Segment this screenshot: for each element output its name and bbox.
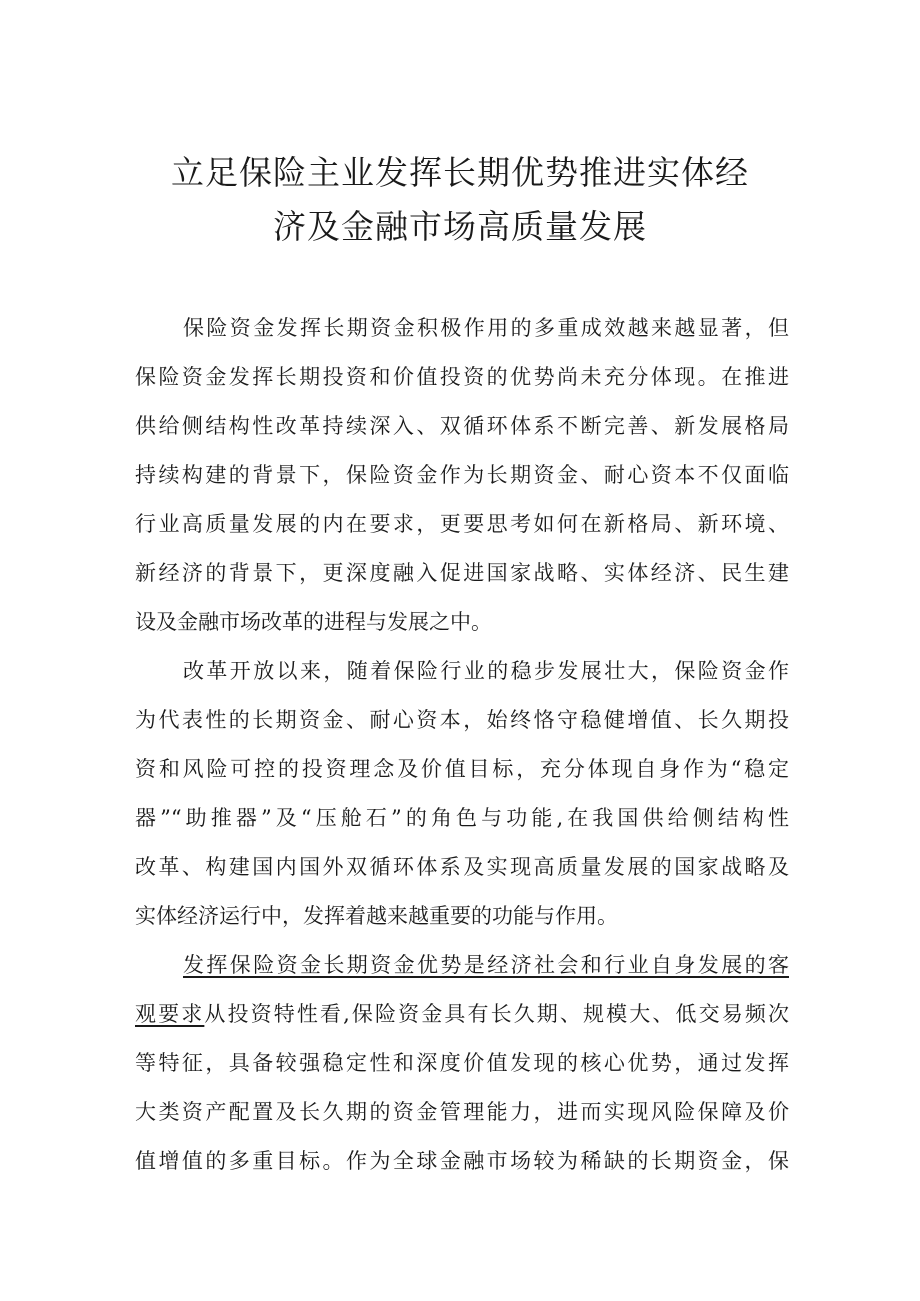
paragraph-line: 等特征，具备较强稳定性和深度价值发现的核心优势，通过发挥	[135, 1051, 789, 1075]
paragraph-line: 设及金融市场改革的进程与发展之中。	[135, 610, 492, 634]
paragraph-line: 大类资产配置及长久期的资金管理能力，进而实现风险保障及价	[135, 1100, 789, 1124]
paragraph-line: 资和风险可控的投资理念及价值目标，充分体现自身作为“稳定	[135, 757, 789, 781]
paragraph-line: 新经济的背景下，更深度融入促进国家战略、实体经济、民生建	[135, 561, 789, 585]
paragraph-line: 为代表性的长期资金、耐心资本，始终恪守稳健增值、长久期投	[135, 708, 789, 732]
underlined-heading-text: 发挥保险资金长期资金优势是经济社会和行业自身发展的客	[183, 953, 789, 977]
paragraph-text: 从投资特性看,保险资金具有长久期、规模大、低交易频次	[204, 1002, 789, 1026]
paragraph-line: 值增值的多重目标。作为全球金融市场较为稀缺的长期资金，保	[135, 1149, 789, 1173]
paragraph-line: 保险资金发挥长期投资和价值投资的优势尚未充分体现。在推进	[135, 365, 789, 389]
paragraph-1	[135, 304, 789, 647]
paragraph-line	[135, 990, 789, 1039]
paragraph-line: 改革、构建国内国外双循环体系及实现高质量发展的国家战略及	[135, 855, 789, 879]
paragraph-line: 器”“助推器”及“压舱石”的角色与功能,在我国供给侧结构性	[135, 806, 789, 830]
underlined-heading-text: 观要求	[135, 1002, 205, 1026]
paragraph-line: 实体经济运行中，发挥着越来越重要的功能与作用。	[135, 904, 618, 928]
paragraph-line: 改革开放以来，随着保险行业的稳步发展壮大，保险资金作	[183, 659, 789, 683]
paragraph-3	[135, 941, 789, 1186]
paragraph-line: 供给侧结构性改革持续深入、双循环体系不断完善、新发展格局	[135, 414, 789, 438]
title-line-1: 立足保险主业发挥长期优势推进实体经	[171, 153, 749, 192]
paragraph-line: 持续构建的背景下，保险资金作为长期资金、耐心资本不仅面临	[135, 463, 789, 487]
document-body	[135, 304, 789, 1186]
title-line-2: 济及金融市场高质量发展	[273, 207, 647, 246]
paragraph-line: 行业高质量发展的内在要求，更要思考如何在新格局、新环境、	[135, 512, 789, 536]
paragraph-line	[135, 941, 789, 990]
document-title	[100, 146, 820, 254]
paragraph-2	[135, 647, 789, 941]
paragraph-line: 保险资金发挥长期资金积极作用的多重成效越来越显著，但	[183, 316, 789, 340]
